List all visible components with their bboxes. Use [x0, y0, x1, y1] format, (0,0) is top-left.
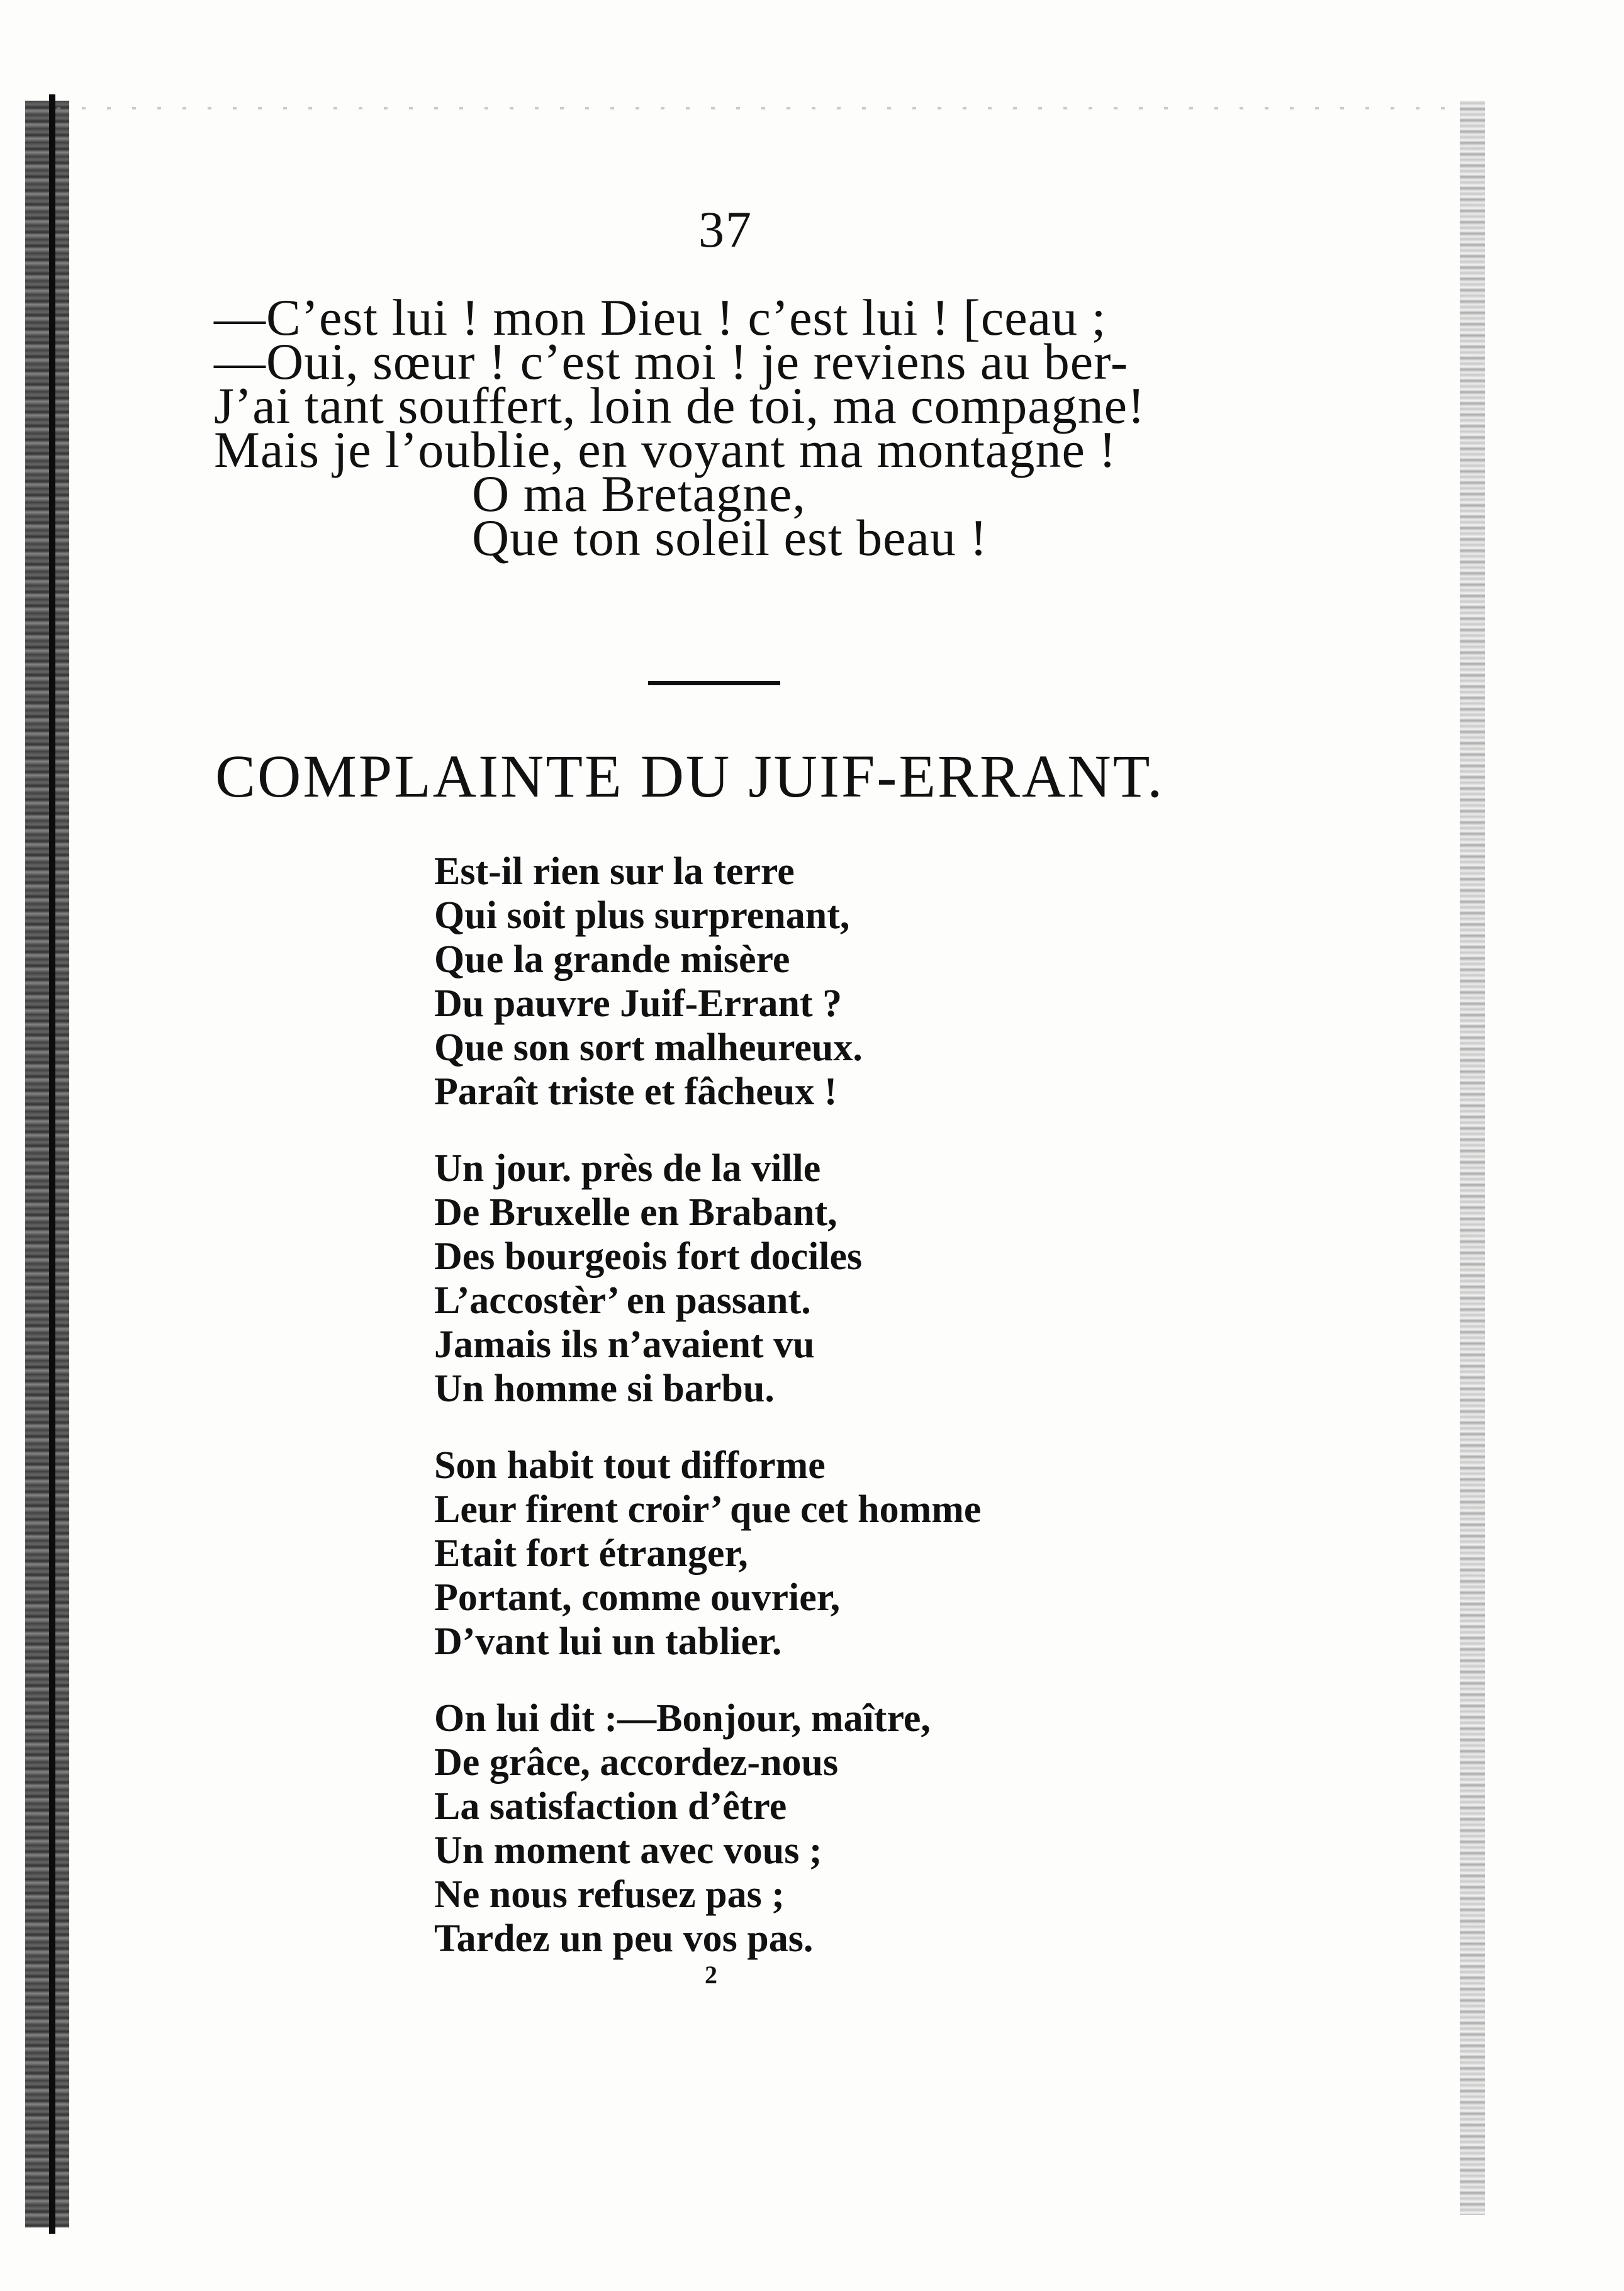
page-number: 37: [698, 201, 753, 258]
page-top-edge: [57, 107, 1466, 109]
song-title: COMPLAINTE DU JUIF-ERRANT.: [215, 742, 1165, 810]
previous-song-ending: [214, 289, 1284, 566]
stanza-3: [434, 1443, 1252, 1664]
stanza-2: [434, 1146, 1252, 1411]
poem-line-text: —C’est lui ! mon Dieu ! c’est lui !: [214, 289, 950, 346]
verse-line: Qui soit plus surprenant,: [434, 894, 850, 937]
verse-line: La satisfaction d’être: [434, 1785, 787, 1828]
page-right-edge: [1460, 101, 1485, 2215]
verse-line: Ne nous refusez pas ;: [434, 1873, 785, 1916]
signature-mark: 2: [705, 1961, 717, 1989]
song-body: [434, 849, 1252, 1993]
verse-line: D’vant lui un tablier.: [434, 1620, 782, 1663]
poem-line-carry: [ceau ;: [963, 289, 1107, 346]
verse-line: L’accostèr’ en passant.: [434, 1279, 811, 1322]
section-divider: [648, 681, 780, 685]
verse-line: Etait fort étranger,: [434, 1532, 748, 1575]
verse-line: Un jour. près de la ville: [434, 1147, 821, 1190]
poem-line: Mais je l’oublie, en voyant ma montagne !: [214, 421, 1117, 478]
book-binding-edge: [25, 101, 69, 2227]
verse-line: Un moment avec vous ;: [434, 1829, 822, 1872]
verse-line: Jamais ils n’avaient vu: [434, 1323, 815, 1366]
verse-line: Tardez un peu vos pas.: [434, 1917, 814, 1960]
verse-line: On lui dit :—Bonjour, maître,: [434, 1697, 931, 1740]
verse-line: Du pauvre Juif-Errant ?: [434, 982, 843, 1025]
verse-line: Des bourgeois fort dociles: [434, 1235, 863, 1278]
verse-line: Leur firent croir’ que cet homme: [434, 1488, 982, 1531]
poem-line: J’ai tant souffert, loin de toi, ma compagne!: [214, 377, 1146, 434]
poem-line: —Oui, sœur ! c’est moi ! je reviens au ber-: [214, 333, 1129, 390]
verse-line: Portant, comme ouvrier,: [434, 1576, 841, 1619]
verse-line: Paraît triste et fâcheux !: [434, 1070, 837, 1113]
verse-line: Que son sort malheureux.: [434, 1026, 863, 1069]
verse-line: Est-il rien sur la terre: [434, 850, 795, 893]
binding-shadow-line: [49, 94, 55, 2234]
stanza-1: [434, 849, 1252, 1114]
poem-line-refrain: O ma Bretagne,: [472, 465, 806, 522]
verse-line: Que la grande misère: [434, 938, 790, 981]
poem-line-refrain: Que ton soleil est beau !: [472, 509, 988, 566]
verse-line: De grâce, accordez-nous: [434, 1741, 839, 1784]
stanza-4: [434, 1696, 1252, 1961]
verse-line: Un homme si barbu.: [434, 1367, 775, 1410]
verse-line: Son habit tout difforme: [434, 1444, 826, 1487]
verse-line: De Bruxelle en Brabant,: [434, 1191, 837, 1234]
